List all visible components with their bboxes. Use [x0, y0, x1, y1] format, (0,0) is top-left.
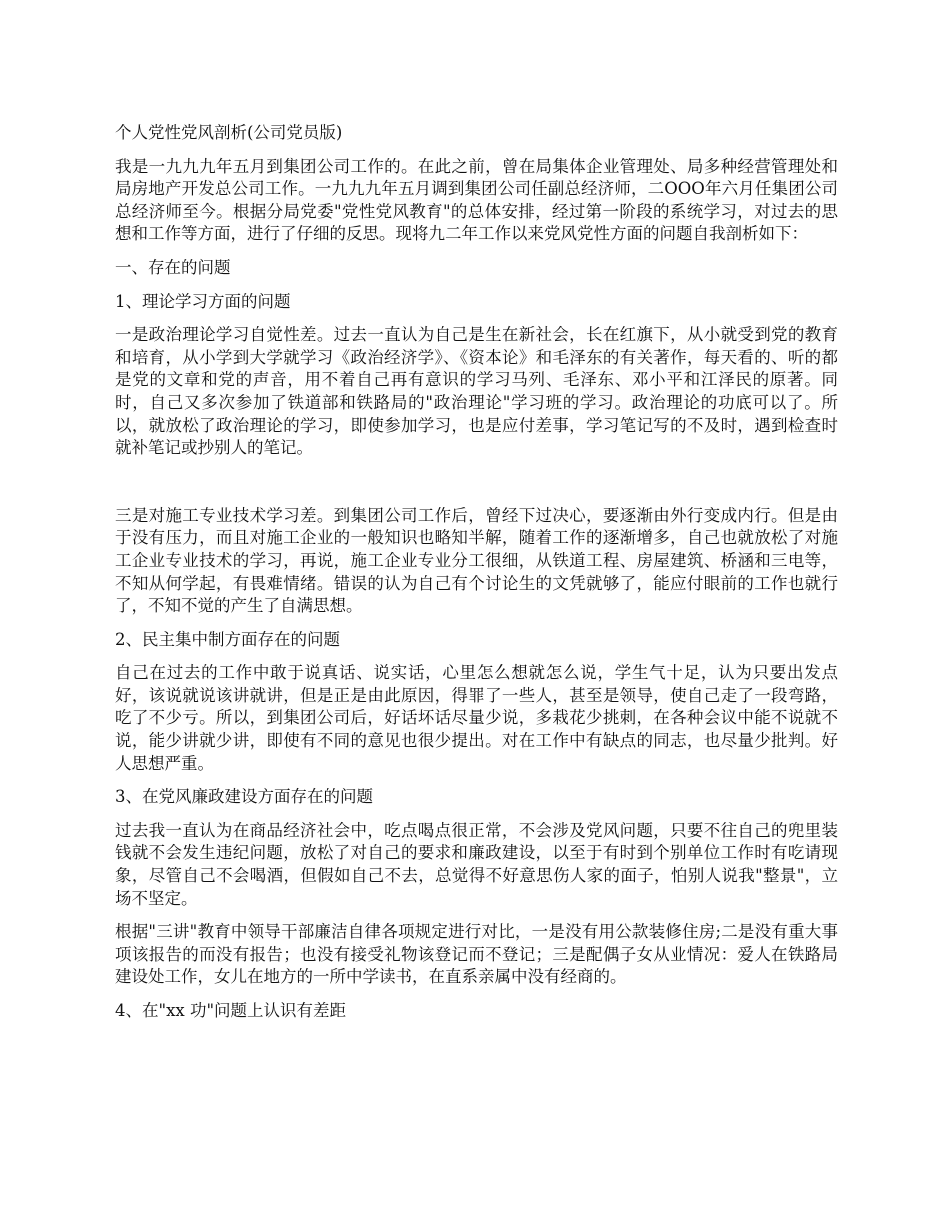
democracy-paragraph: 自己在过去的工作中敢于说真话、说实话，心里怎么想就怎么说，学生气十足，认为只要出发点好，该说就说该讲就讲，但是正是由此原因，得罪了一些人，甚至是领导，使自己走了一段弯路，吃了不少亏。所以，到集团公司后，好话坏话尽量少说，多栽花少挑刺，在各种会议中能不说就不说，能少讲就少讲，即使有不同的意见也很少提出。对在工作中有缺点的同志，也尽量少批判。好人思想严重。	[115, 663, 838, 773]
blank-gap	[115, 471, 838, 505]
section-heading-problems: 一、存在的问题	[115, 257, 231, 277]
subsection-heading-xx: 4、在"xx 功"问题上认识有差距	[115, 1001, 347, 1020]
integrity-paragraph-one: 过去我一直认为在商品经济社会中，吃点喝点很正常，不会涉及党风问题，只要不往自己的兜里装钱就不会发生违纪问题，放松了对自己的要求和廉政建设，以至于有时到个别单位工作时有吃请现象，尽管自己不会喝酒，但假如自己不去，总觉得不好意思伤人家的面子，怕别人说我"整景"，立场不坚定。	[115, 820, 838, 908]
subsection-heading-integrity: 3、在党风廉政建设方面存在的问题	[115, 787, 373, 807]
theory-paragraph-three: 三是对施工专业技术学习差。到集团公司工作后，曾经下过决心，要逐渐由外行变成内行。但是由于没有压力，而且对施工企业的一般知识也略知半解，随着工作的逐渐增多，自己也就放松了对施工企业专业技术的学习，再说，施工企业专业分工很细，从铁道工程、房屋建筑、桥涵和三电等，不知从何学起，有畏难情绪。错误的认为自己有个讨论生的文凭就够了，能应付眼前的工作也就行了，不知不觉的产生了自满思想。	[115, 505, 838, 616]
intro-paragraph: 我是一九九九年五月到集团公司工作的。在此之前，曾在局集体企业管理处、局多种经营管理处和局房地产开发总公司工作。一九九九年五月调到集团公司任副总经济师，二OOO年六月任集团公司总经济师至今。根据分局党委"党性党风教育"的总体安排，经过第一阶段的系统学习，对过去的思想和工作等方面，进行了仔细的反思。现将九二年工作以来党风党性方面的问题自我剖析如下：	[115, 156, 838, 244]
document-body	[115, 122, 838, 1034]
subsection-heading-democracy: 2、民主集中制方面存在的问题	[115, 629, 340, 649]
document-title: 个人党性党风剖析(公司党员版)	[115, 123, 343, 142]
subsection-heading-theory: 1、理论学习方面的问题	[115, 291, 291, 311]
theory-paragraph-one: 一是政治理论学习自觉性差。过去一直认为自己是生在新社会，长在红旗下，从小就受到党的教育和培育，从小学到大学就学习《政治经济学》、《资本论》和毛泽东的有关著作，每天看的、听的都是党的文章和党的声音，用不着自己再有意识的学习马列、毛泽东、邓小平和江泽民的原著。同时，自己又多次参加了铁道部和铁路局的"政治理论"学习班的学习。政治理论的功底可以了。所以，就放松了政治理论的学习，即使参加学习，也是应付差事，学习笔记写的不及时，遇到检查时就补笔记或抄别人的笔记。	[115, 325, 838, 458]
integrity-paragraph-two: 根据"三讲"教育中领导干部廉洁自律各项规定进行对比，一是没有用公款装修住房;二是没有重大事项该报告的而没有报告；也没有接受礼物该登记而不登记；三是配偶子女从业情况：爱人在铁路局建设处工作，女儿在地方的一所中学读书，在直系亲属中没有经商的。	[115, 922, 838, 987]
